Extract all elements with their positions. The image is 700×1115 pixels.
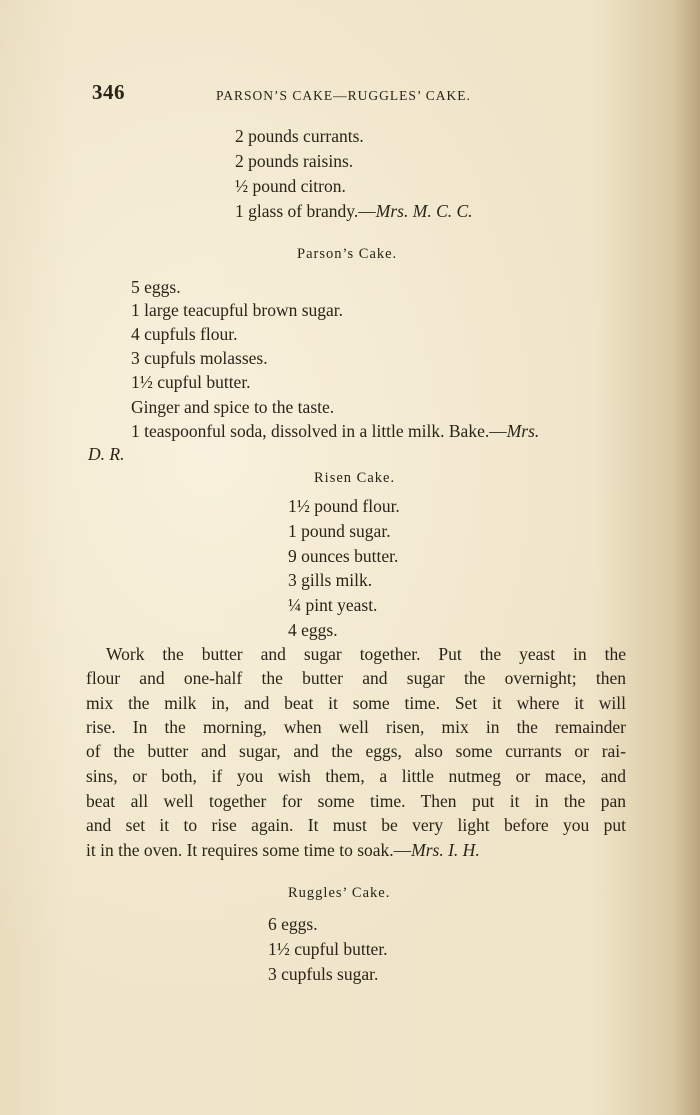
paragraph-text: it in the oven. It requires some time to soak.— — [86, 840, 412, 860]
ingredient-line: 1½ cupful butter. — [268, 939, 388, 959]
ingredient-line: ¼ pint yeast. — [288, 595, 378, 615]
ingredient-line: 4 eggs. — [288, 620, 338, 640]
ingredient-line — [235, 201, 473, 222]
ingredient-line: Ginger and spice to the taste. — [131, 397, 335, 417]
ingredient-text: 1 glass of brandy.— — [235, 201, 376, 221]
paragraph-line: beat all well together for some time. Then put it in the pan — [86, 791, 626, 811]
ingredient-line: 9 ounces butter. — [288, 546, 399, 566]
recipe-heading-parsons-cake: Parson’s Cake. — [297, 246, 398, 262]
recipe-heading-risen-cake: Risen Cake. — [314, 470, 396, 486]
ingredient-line: 3 cupfuls molasses. — [131, 348, 268, 368]
ingredient-line — [131, 421, 539, 442]
page-number: 346 — [92, 80, 125, 104]
ingredient-line: 1 large teacupful brown sugar. — [131, 300, 344, 320]
ingredient-line: 1 pound sugar. — [288, 521, 391, 541]
paragraph-line: mix the milk in, and beat it some time. Set it where it will — [86, 693, 626, 713]
ingredient-line: ½ pound citron. — [235, 176, 346, 196]
paragraph-line: Work the butter and sugar together. Put the yeast in the — [106, 644, 626, 664]
recipe-signature: Mrs. — [506, 421, 540, 441]
paragraph-line: sins, or both, if you wish them, a little nutmeg or mace, and — [86, 766, 626, 786]
recipe-signature: Mrs. M. C. C. — [375, 201, 473, 221]
paragraph-line — [86, 840, 480, 861]
ingredient-text: 1 teaspoonful soda, dissolved in a little milk. Bake.— — [131, 421, 507, 441]
ingredient-line: 6 eggs. — [268, 914, 318, 934]
running-title: PARSON’S CAKE—RUGGLES’ CAKE. — [216, 88, 471, 103]
ingredient-line: 1½ cupful butter. — [131, 372, 251, 392]
paragraph-line: of the butter and sugar, and the eggs, also some currants or rai- — [86, 741, 626, 761]
ingredient-line: 5 eggs. — [131, 277, 181, 297]
recipe-signature-continued: D. R. — [88, 444, 125, 464]
ingredient-line: 3 gills milk. — [288, 570, 373, 590]
paragraph-line: and set it to rise again. It must be very light before you put — [86, 815, 626, 835]
ingredient-line: 1½ pound flour. — [288, 496, 400, 516]
ingredient-line: 4 cupfuls flour. — [131, 324, 238, 344]
ingredient-line: 3 cupfuls sugar. — [268, 964, 379, 984]
paragraph-line: flour and one-half the butter and sugar the overnight; then — [86, 668, 626, 688]
paragraph-line: rise. In the morning, when well risen, mix in the remainder — [86, 717, 626, 737]
running-header — [88, 80, 628, 110]
ingredient-line: 2 pounds currants. — [235, 126, 364, 146]
recipe-heading-ruggles-cake: Ruggles’ Cake. — [288, 885, 391, 901]
ingredient-line: 2 pounds raisins. — [235, 151, 354, 171]
recipe-signature: Mrs. I. H. — [411, 840, 480, 860]
